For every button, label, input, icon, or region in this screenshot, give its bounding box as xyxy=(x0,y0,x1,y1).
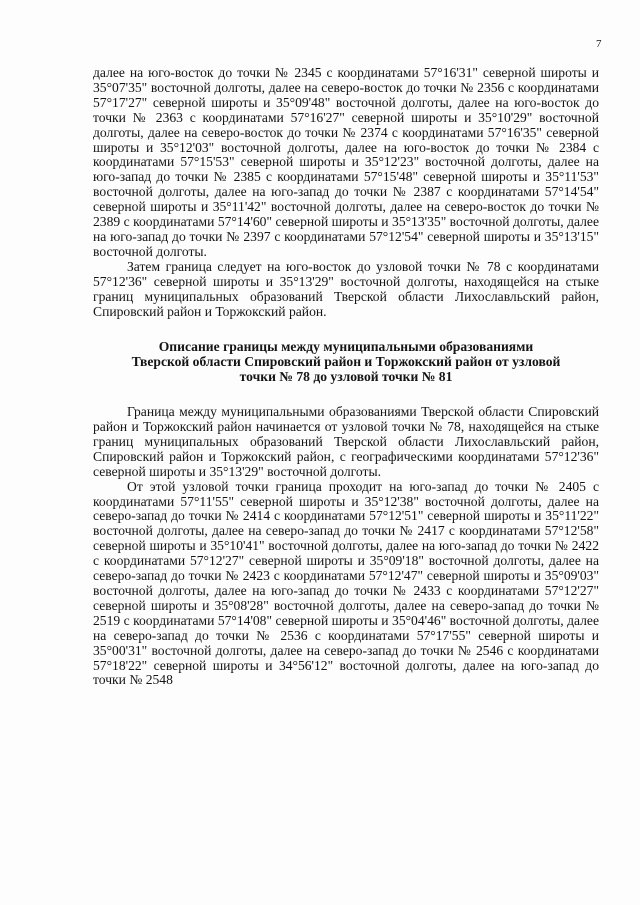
section-heading-line-2: Тверской области Спировский район и Торжокский район от узловой xyxy=(131,354,561,370)
section-heading-line-1: Описание границы между муниципальными образованиями xyxy=(158,339,534,355)
section-heading-line-3: точки № 78 до узловой точки № 81 xyxy=(239,369,453,385)
paragraph-boundary-route: От этой узловой точки граница проходит на юго-запад до точки № 2405 с координатами 57°11'55" северной широты и 35°12'38" восточной долготы, далее на северо-запад до точки № 2414 с координатами 57°12'51" северной широты и 35°11'22" восточной долготы, далее на северо-запад до точки № 2417 с координатами 57°12'58" северной широты и 35°10'41" восточной долготы, далее на юго-запад до точки № 2422 с координатами 57°12'27" северной широты и 35°09'18" восточной долготы, далее на северо-запад до точки № 2423 с координатами 57°12'47" северной широты и 35°09'03" восточной долготы, далее на юго-запад до точки № 2433 с координатами 57°12'27" северной широты и 35°08'28" восточной долготы, далее на северо-запад до точки № 2519 с координатами 57°14'08" северной широты и 35°04'46" восточной долготы, далее на северо-запад до точки № 2536 с координатами 57°17'55" северной широты и 35°00'31" восточной долготы, далее на северо-запад до точки № 2546 с координатами 57°18'22" северной широты и 34°56'12" восточной долготы, далее на юго-запад до точки № 2548 xyxy=(93,478,599,688)
paragraph-node-78: Затем граница следует на юго-восток до узловой точки № 78 с координатами 57°12'36" северной широты и 35°13'29" восточной долготы, находящейся на стыке границ муниципальных образований Тверской области Лихославльский район, Спировский район и Торжокский район. xyxy=(93,258,599,319)
document-body xyxy=(93,66,599,688)
paragraph-boundary-start: Граница между муниципальными образованиями Тверской области Спировский район и Торжокский район начинается от узловой точки № 78, находящейся на стыке границ муниципальных образований Тверской области Лихославльский район, Спировский район и Торжокский район, с географическими координатами 57°12'36" северной широты и 35°13'29" восточной долготы. xyxy=(93,404,599,479)
section-heading xyxy=(93,340,599,385)
paragraph-boundary-continuation: далее на юго-восток до точки № 2345 с координатами 57°16'31" северной широты и 35°07'35" восточной долготы, далее на северо-восток до точки № 2356 с координатами 57°17'27" северной широты и 35°09'48" восточной долготы, далее на юго-восток до точки № 2363 с координатами 57°16'27" северной широты и 35°10'29" восточной долготы, далее на северо-восток до точки № 2374 с координатами 57°16'35" северной широты и 35°12'03" восточной долготы, далее на юго-восток до точки № 2384 с координатами 57°15'53" северной широты и 35°12'23" восточной долготы, далее на юго-запад до точки № 2385 с координатами 57°15'48" северной широты и 35°11'53" восточной долготы, далее на юго-запад до точки № 2387 с координатами 57°14'54" северной широты и 35°11'42" восточной долготы, далее на северо-восток до точки № 2389 с координатами 57°14'60" северной широты и 35°13'35" восточной долготы, далее на юго-запад до точки № 2397 с координатами 57°12'54" северной широты и 35°13'15" восточной долготы. xyxy=(93,65,599,259)
page-number: 7 xyxy=(596,38,602,50)
